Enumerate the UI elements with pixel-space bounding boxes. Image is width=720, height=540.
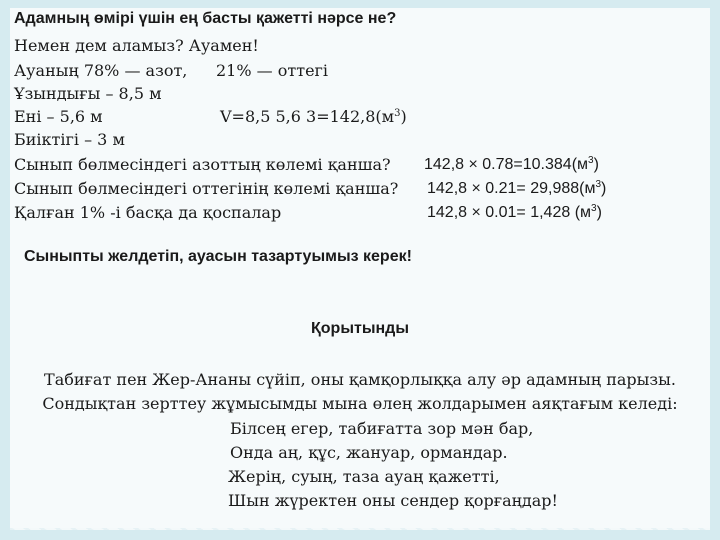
- conclusion-paragraph: Сондықтан зерттеу жұмысымды мына өлең жолдарымен аяқтағым келеді:: [42, 394, 678, 413]
- text-line: Немен дем аламыз? Ауамен!: [14, 36, 259, 55]
- formula-text: 142,8 × 0.21= 29,988(м: [427, 180, 596, 197]
- formula-end: ): [601, 180, 607, 197]
- formula: [220, 107, 407, 127]
- text-line: Ауаның 78% — азот,: [14, 61, 188, 80]
- superscript: 3: [394, 108, 401, 119]
- formula-end: ): [596, 204, 602, 221]
- question: Сынып бөлмесіндегі оттегінің көлемі қанша?: [14, 179, 399, 198]
- superscript: 3: [595, 179, 602, 190]
- text-line: 21% — оттегі: [216, 61, 329, 80]
- formula-text: 142,8 × 0.01= 1,428 (м: [427, 204, 592, 221]
- formula-end: ): [400, 107, 407, 126]
- formula-text: V=8,5 5,6 3=142,8(м: [220, 107, 395, 126]
- superscript: 3: [591, 203, 597, 214]
- poem-line: Жерің, суың, таза ауаң қажетті,: [228, 467, 500, 486]
- formula-end: ): [593, 156, 599, 173]
- conclusion-title: Қорытынды: [311, 320, 409, 337]
- heading: Адамның өмірі үшін ең басты қажетті нәрсе не?: [14, 10, 397, 27]
- text-line: Қалған 1% -і басқа да қоспалар: [14, 203, 282, 222]
- poem-line: Білсең егер, табиғатта зор мән бар,: [230, 419, 534, 438]
- poem-line: Шын жүректен оны сендер қорғаңдар!: [228, 491, 558, 510]
- formula: [424, 155, 599, 175]
- formula-text: 142,8 × 0.78=10.384(м: [424, 156, 589, 173]
- formula: [427, 203, 602, 223]
- formula: [427, 179, 606, 199]
- text-line: Ені – 5,6 м: [14, 107, 103, 126]
- superscript: 3: [588, 155, 594, 166]
- poem-line: Онда аң, құс, жануар, ормандар.: [230, 443, 508, 462]
- text-line: Ұзындығы – 8,5 м: [14, 84, 162, 103]
- text-line: Биіктігі – 3 м: [14, 130, 125, 149]
- call-to-action: Сыныпты желдетіп, ауасын тазартуымыз керек!: [24, 248, 412, 265]
- conclusion-paragraph: Табиғат пен Жер-Ананы сүйіп, оны қамқорлыққа алу әр адамның парызы.: [44, 370, 676, 389]
- question: Сынып бөлмесіндегі азоттың көлемі қанша?: [14, 155, 391, 174]
